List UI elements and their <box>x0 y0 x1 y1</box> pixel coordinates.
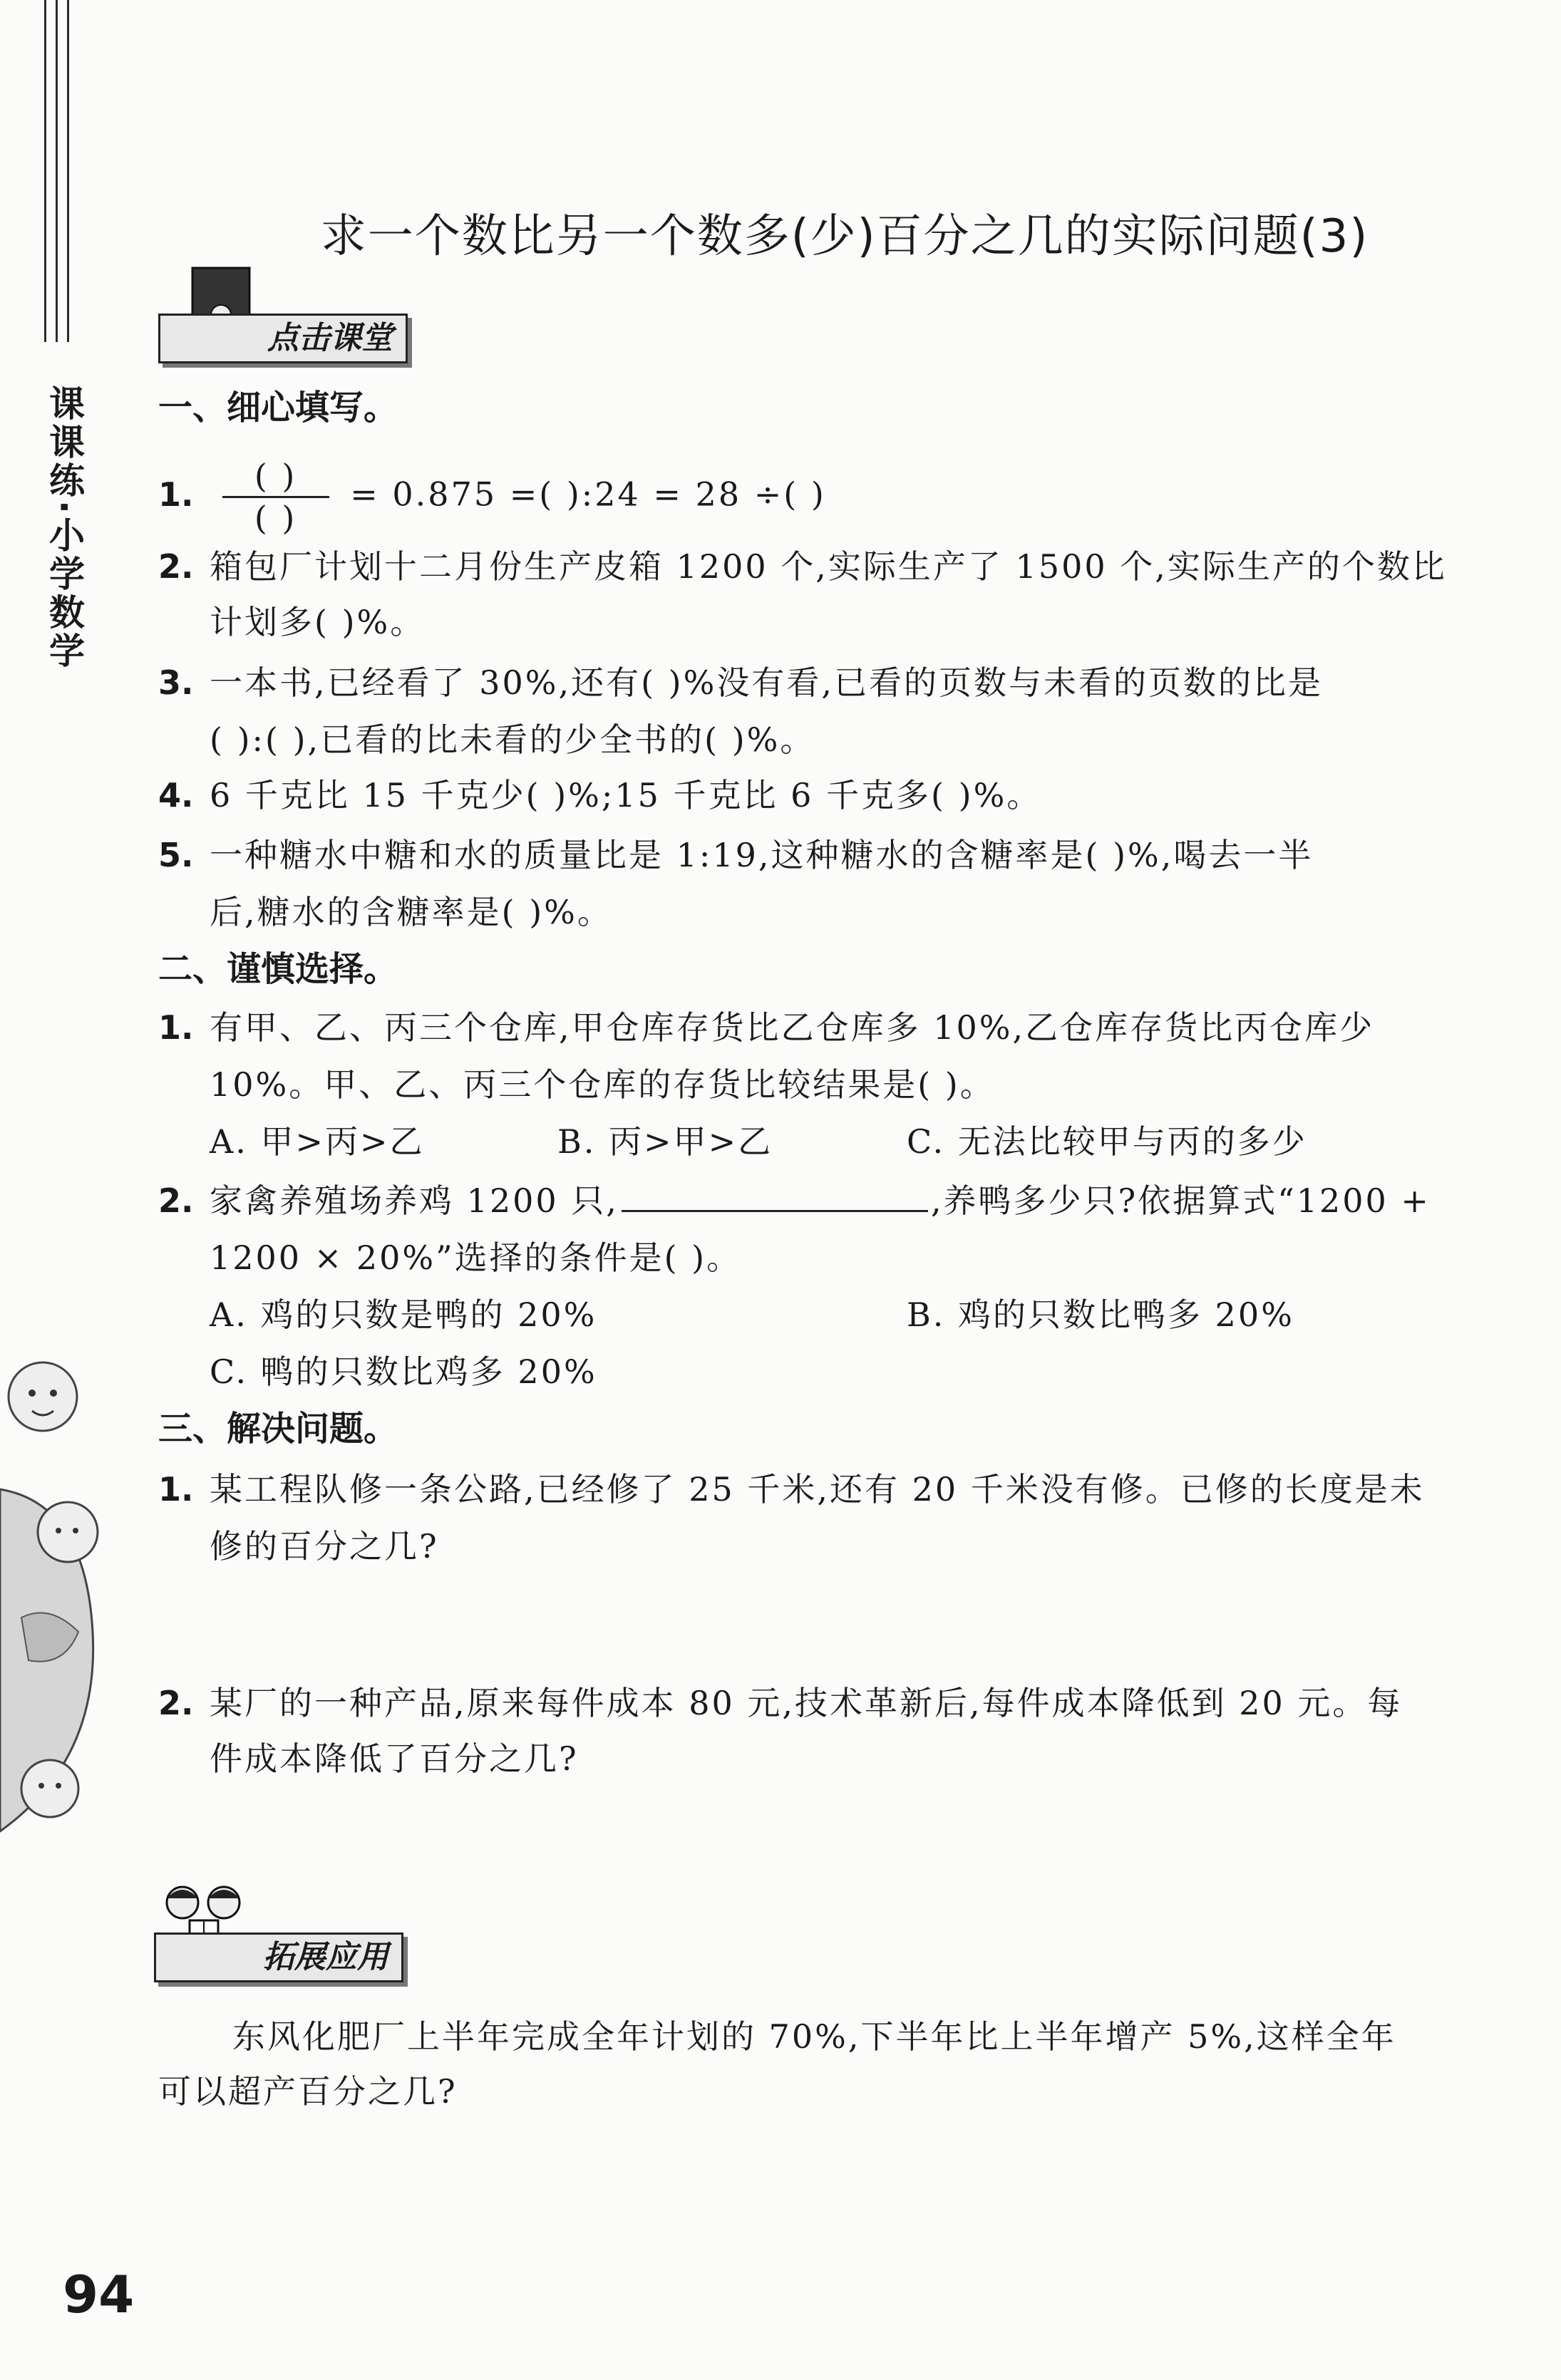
s1-q3-line1 <box>158 661 1527 704</box>
s3-q2-line1 <box>158 1682 1527 1724</box>
fraction <box>222 456 329 538</box>
s1-q2-line2: 计划多( )%。 <box>210 603 426 641</box>
fraction-top: ( ) <box>254 457 297 495</box>
question-text: 有甲、乙、丙三个仓库,甲仓库存货比乙仓库多 10%,乙仓库存货比丙仓库少 <box>210 1008 1375 1047</box>
question-number: 1. <box>158 475 194 514</box>
extend-line2: 可以超产百分之几? <box>158 2072 458 2111</box>
margin-rule <box>56 0 58 342</box>
s1-q1 <box>158 456 1527 538</box>
s1-q4 <box>158 774 1527 817</box>
section3-heading: 三、解决问题。 <box>158 1409 398 1449</box>
s2-q2-line1 <box>158 1179 1527 1222</box>
question-text: = 0.875 =( ):24 = 28 ÷( ) <box>350 475 826 514</box>
margin-rule <box>44 0 46 342</box>
page-number: 94 <box>63 2265 135 2324</box>
question-text: 家禽养殖场养鸡 1200 只, <box>210 1181 619 1220</box>
section1-heading: 一、细心填写。 <box>158 388 398 428</box>
side-label: 课课练·小学数学 <box>43 385 85 671</box>
page-title: 求一个数比另一个数多(少)百分之几的实际问题(3) <box>320 210 1369 263</box>
extend-line1: 东风化肥厂上半年完成全年计划的 70%,下半年比上半年增产 5%,这样全年 <box>232 2017 1396 2056</box>
question-text: 箱包厂计划十二月份生产皮箱 1200 个,实际生产了 1500 个,实际生产的个数比 <box>210 547 1447 586</box>
fraction-bottom: ( ) <box>254 499 297 537</box>
section-badge-class: 点击课堂 <box>158 314 408 363</box>
question-text: 一本书,已经看了 30%,还有( )%没有看,已看的页数与未看的页数的比是 <box>210 663 1323 702</box>
question-number: 5. <box>158 836 194 874</box>
option-a[interactable]: A. 鸡的只数是鸭的 20% <box>210 1295 597 1334</box>
section2-heading: 二、谨慎选择。 <box>158 949 398 989</box>
question-number: 4. <box>158 776 194 814</box>
question-text: 一种糖水中糖和水的质量比是 1:19,这种糖水的含糖率是( )%,喝去一半 <box>210 836 1314 874</box>
s2-q1-line1 <box>158 1006 1527 1049</box>
s1-q5-line1 <box>158 834 1527 876</box>
question-text: 某厂的一种产品,原来每件成本 80 元,技术革新后,每件成本降低到 20 元。每 <box>210 1684 1403 1722</box>
s3-q2-line2: 件成本降低了百分之几? <box>210 1739 579 1778</box>
question-number: 2. <box>158 1684 194 1722</box>
answer-blank[interactable] <box>622 1181 928 1212</box>
question-text: 6 千克比 15 千克少( )%;15 千克比 6 千克多( )%。 <box>210 776 1042 814</box>
s3-q1-line2: 修的百分之几? <box>210 1527 439 1566</box>
s1-q2-line1 <box>158 545 1527 588</box>
s2-q1-line2: 10%。甲、乙、丙三个仓库的存货比较结果是( )。 <box>210 1065 995 1104</box>
option-c[interactable]: C. 无法比较甲与丙的多少 <box>907 1122 1307 1161</box>
margin-rule <box>67 0 69 342</box>
children-globe-illustration <box>0 1333 107 1874</box>
s1-q3-line2: ( ):( ),已看的比未看的少全书的( )%。 <box>210 720 815 759</box>
option-a[interactable]: A. 甲>丙>乙 <box>210 1122 425 1161</box>
question-text: ,养鸭多少只?依据算式“1200 + <box>930 1181 1431 1220</box>
s3-q1-line1 <box>158 1468 1527 1511</box>
s2-q2-line2: 1200 × 20%”选择的条件是( )。 <box>210 1238 742 1277</box>
question-text: 某工程队修一条公路,已经修了 25 千米,还有 20 千米没有修。已修的长度是未 <box>210 1470 1425 1509</box>
question-number: 1. <box>158 1008 194 1047</box>
question-number: 1. <box>158 1470 194 1509</box>
question-number: 2. <box>158 547 194 586</box>
option-c[interactable]: C. 鸭的只数比鸡多 20% <box>210 1352 597 1391</box>
question-number: 3. <box>158 663 194 702</box>
option-b[interactable]: B. 丙>甲>乙 <box>557 1122 773 1161</box>
question-number: 2. <box>158 1181 194 1220</box>
s1-q5-line2: 后,糖水的含糖率是( )%。 <box>210 893 612 931</box>
section-badge-extend: 拓展应用 <box>154 1933 403 1982</box>
option-b[interactable]: B. 鸡的只数比鸭多 20% <box>907 1295 1294 1334</box>
